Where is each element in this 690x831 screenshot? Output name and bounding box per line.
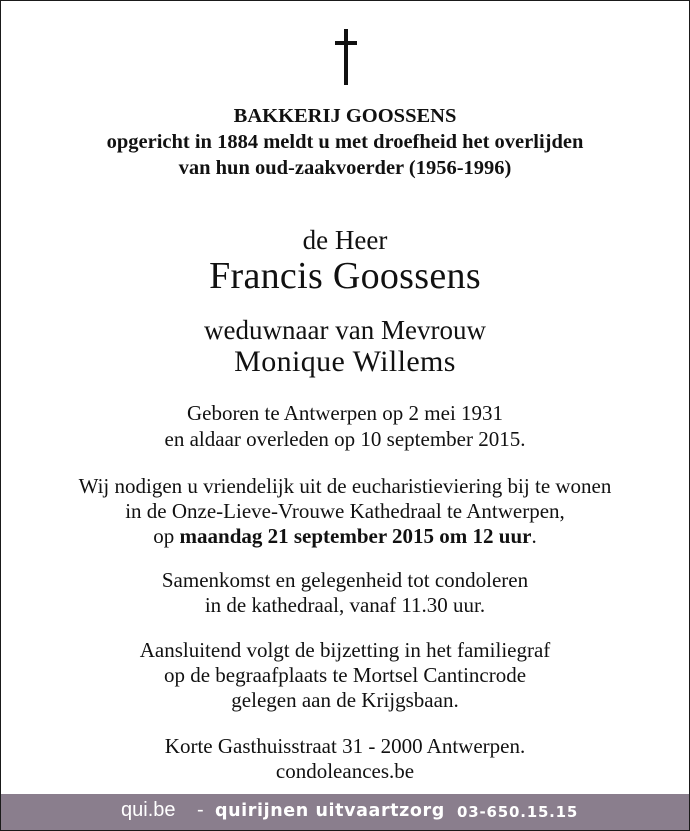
ceremony-date: maandag 21 september 2015 om 12 uur <box>179 524 532 548</box>
cross-icon <box>335 29 357 85</box>
announcement-role-line: van hun oud-zaakvoerder (1956-1996) <box>178 157 512 179</box>
deceased-title: de Heer <box>302 225 388 255</box>
footer-phone: 03-650.15.15 <box>457 803 579 821</box>
footer-separator: - <box>197 799 204 821</box>
business-name: BAKKERIJ GOOSSENS <box>233 105 457 127</box>
death-line: en aldaar overleden op 10 september 2015. <box>164 427 526 451</box>
ceremony-date-prefix: op <box>153 524 180 548</box>
condolence-time: in de kathedraal, vanaf 11.30 uur. <box>204 593 486 617</box>
ceremony-invitation: Wij nodigen u vriendelijk uit de eucharistieviering bij te wonen <box>78 474 612 498</box>
spouse-relation: weduwnaar van Mevrouw <box>204 315 486 345</box>
footer-brand: qui.be <box>121 799 176 821</box>
spouse-name: Monique Willems <box>234 345 456 378</box>
website-line: condoleances.be <box>275 759 415 783</box>
ceremony-datetime <box>1 524 689 549</box>
ceremony-location: in de Onze-Lieve-Vrouwe Kathedraal te Antwerpen, <box>125 499 565 523</box>
funeral-home-footer <box>1 794 689 830</box>
announcement-line: opgericht in 1884 meldt u met droefheid het overlijden <box>106 131 584 153</box>
birth-line: Geboren te Antwerpen op 2 mei 1931 <box>186 401 504 425</box>
burial-cemetery: op de begraafplaats te Mortsel Cantincrode <box>163 663 527 687</box>
footer-company: quirijnen uitvaartzorg <box>215 801 445 821</box>
ceremony-date-suffix: . <box>531 524 537 548</box>
condolence-line: Samenkomst en gelegenheid tot condoleren <box>161 568 529 592</box>
burial-line: Aansluitend volgt de bijzetting in het familiegraf <box>139 638 551 662</box>
deceased-name: Francis Goossens <box>209 255 481 297</box>
address-line: Korte Gasthuisstraat 31 - 2000 Antwerpen. <box>164 734 526 758</box>
burial-street: gelegen aan de Krijgsbaan. <box>231 688 459 712</box>
